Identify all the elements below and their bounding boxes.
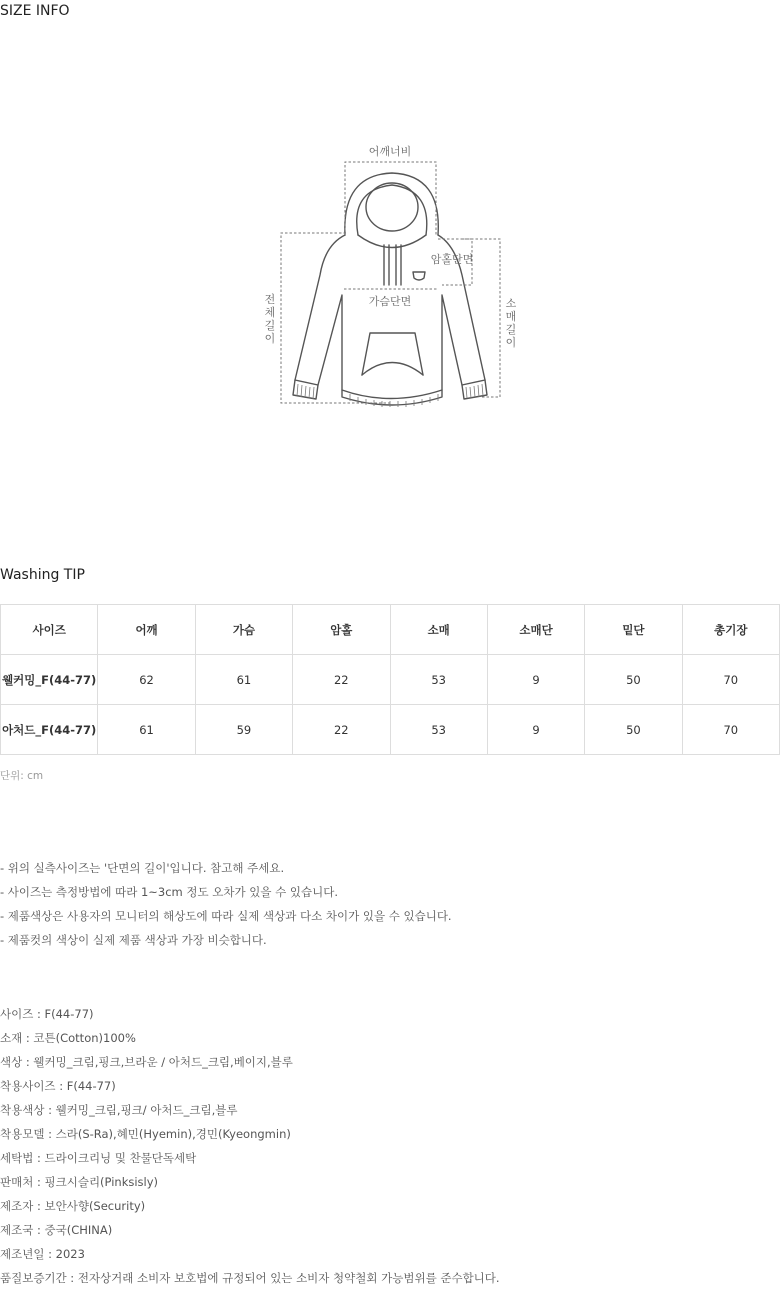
- header-size: 사이즈: [1, 605, 98, 655]
- note-line: - 제품컷의 색상이 실제 제품 색상과 가장 비슷합니다.: [0, 933, 267, 947]
- hoodie-size-diagram: [250, 135, 540, 415]
- product-specs: [0, 1002, 500, 1290]
- label-total-length-3: 길: [264, 319, 276, 332]
- table-cell: 22: [293, 705, 390, 755]
- table-cell: 53: [390, 655, 487, 705]
- measurement-notes: [0, 856, 452, 952]
- table-cell: 70: [682, 655, 779, 705]
- header-shoulder: 어깨: [98, 605, 195, 655]
- size-info-title: SIZE INFO: [0, 3, 70, 19]
- label-sleeve-length-1: 소: [505, 297, 517, 310]
- spec-line: 색상 : 웰커밍_크림,핑크,브라운 / 아처드_크림,베이지,블루: [0, 1055, 293, 1069]
- table-row: [1, 655, 780, 705]
- table-cell: 59: [195, 705, 292, 755]
- table-cell: 50: [585, 655, 682, 705]
- table-cell: 9: [487, 655, 584, 705]
- header-sleeve-cuff: 소매단: [487, 605, 584, 655]
- washing-tip-title: Washing TIP: [0, 567, 85, 583]
- size-table: [0, 604, 780, 755]
- spec-line: 착용사이즈 : F(44-77): [0, 1079, 116, 1093]
- label-chest: 가슴단면: [368, 295, 412, 308]
- label-sleeve-length-2: 매: [505, 310, 517, 323]
- label-total-length-4: 이: [264, 332, 276, 345]
- table-cell: 50: [585, 705, 682, 755]
- header-sleeve: 소매: [390, 605, 487, 655]
- spec-line: 제조자 : 보안사향(Security): [0, 1199, 146, 1213]
- spec-line: 판매처 : 핑크시슬리(Pinksisly): [0, 1175, 159, 1189]
- label-total-length-1: 전: [264, 293, 276, 306]
- header-hem: 밑단: [585, 605, 682, 655]
- table-row: [1, 705, 780, 755]
- label-armhole: 암홀단면: [430, 253, 474, 266]
- label-shoulder: 어깨너비: [368, 145, 412, 158]
- table-header-row: [1, 605, 780, 655]
- table-cell: 61: [195, 655, 292, 705]
- spec-line: 제조국 : 중국(CHINA): [0, 1223, 113, 1237]
- spec-line: 품질보증기간 : 전자상거래 소비자 보호법에 규정되어 있는 소비자 청약철회 가능범위를 준수합니다.: [0, 1271, 500, 1285]
- label-sleeve-length-4: 이: [505, 336, 517, 349]
- spec-line: 착용색상 : 웰커밍_크림,핑크/ 아처드_크림,블루: [0, 1103, 238, 1117]
- unit-note: 단위: cm: [0, 770, 44, 782]
- label-total-length-2: 체: [264, 306, 276, 319]
- spec-line: 사이즈 : F(44-77): [0, 1007, 94, 1021]
- table-cell: 62: [98, 655, 195, 705]
- note-line: - 사이즈는 측정방법에 따라 1~3cm 정도 오차가 있을 수 있습니다.: [0, 885, 339, 899]
- spec-line: 착용모델 : 스라(S-Ra),혜민(Hyemin),경민(Kyeongmin): [0, 1127, 291, 1141]
- spec-line: 소재 : 코튼(Cotton)100%: [0, 1031, 136, 1045]
- header-chest: 가슴: [195, 605, 292, 655]
- note-line: - 제품색상은 사용자의 모니터의 해상도에 따라 실제 색상과 다소 차이가 있을 수 있습니다.: [0, 909, 452, 923]
- row-label: 웰커밍_F(44-77): [1, 655, 98, 705]
- table-cell: 53: [390, 705, 487, 755]
- header-total-length: 총기장: [682, 605, 779, 655]
- table-cell: 22: [293, 655, 390, 705]
- spec-line: 세탁법 : 드라이크리닝 및 찬물단독세탁: [0, 1151, 197, 1165]
- note-line: - 위의 실측사이즈는 '단면의 길이'입니다. 참고해 주세요.: [0, 861, 285, 875]
- table-cell: 61: [98, 705, 195, 755]
- table-cell: 9: [487, 705, 584, 755]
- label-sleeve-length-3: 길: [505, 323, 517, 336]
- row-label: 아처드_F(44-77): [1, 705, 98, 755]
- table-cell: 70: [682, 705, 779, 755]
- spec-line: 제조년일 : 2023: [0, 1247, 85, 1261]
- header-armhole: 암홀: [293, 605, 390, 655]
